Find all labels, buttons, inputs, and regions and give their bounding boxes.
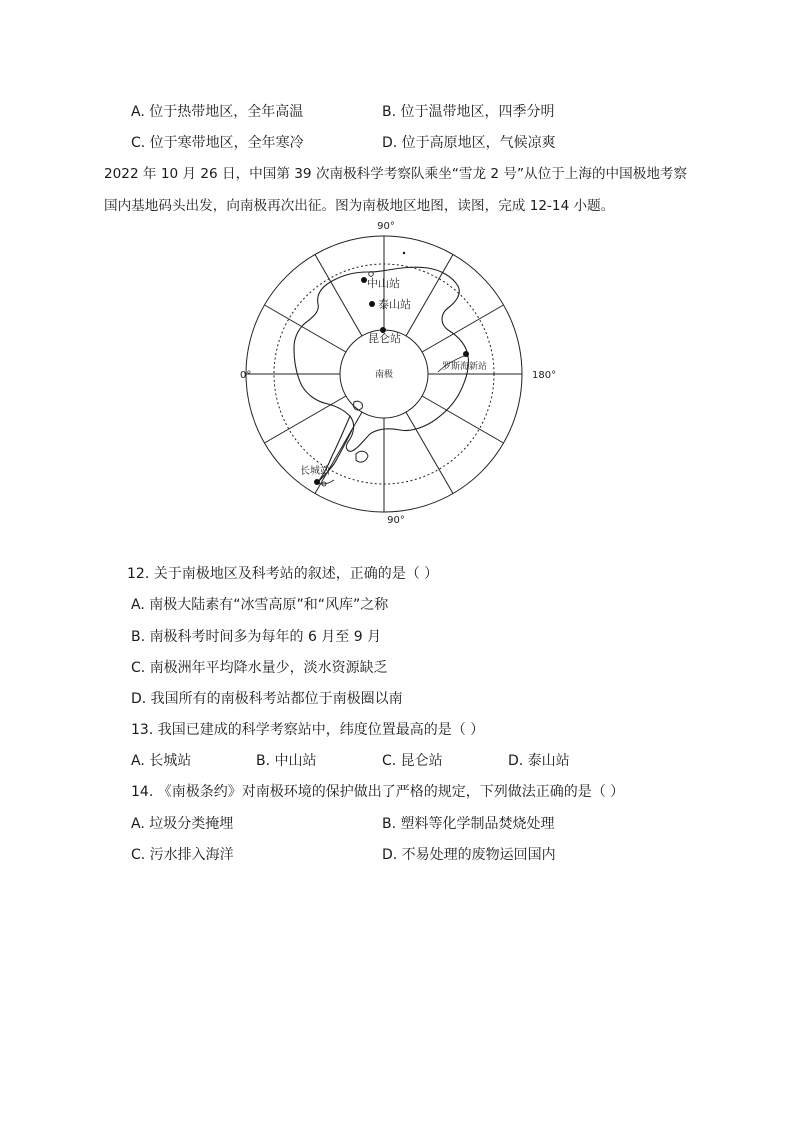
small-island-dot — [403, 252, 405, 254]
label-180: 180° — [532, 370, 557, 381]
changcheng-dot — [314, 479, 320, 485]
q13-option-c: C. 昆仑站 — [382, 753, 443, 769]
label-changcheng: 长城站 — [300, 466, 330, 477]
taishan-dot — [369, 301, 375, 307]
antarctica-map — [232, 216, 562, 526]
ice-shelf-shape — [354, 401, 363, 410]
island-shape — [356, 451, 368, 462]
q12-option-c: C. 南极洲年平均降水量少，淡水资源缺乏 — [131, 660, 388, 676]
q13-stem: 13. 我国已建成的科学考察站中，纬度位置最高的是（ ） — [131, 722, 485, 738]
prev-option-b: B. 位于温带地区，四季分明 — [382, 104, 555, 120]
rossi-dot — [463, 351, 469, 357]
q14-option-a: A. 垃圾分类掩埋 — [131, 816, 234, 832]
intro-line-2: 国内基地码头出发，向南极再次出征。图为南极地区地图，读图，完成 12-14 小题。 — [104, 198, 615, 214]
label-90-top: 90° — [377, 221, 395, 232]
label-kunlun: 昆仑站 — [368, 332, 401, 345]
intro-line-1: 2022 年 10 月 26 日，中国第 39 次南极科学考察队乘坐“雪龙 2 号”从位于上海的中国极地考察 — [104, 166, 688, 182]
prev-option-c: C. 位于寒带地区，全年寒冷 — [131, 135, 304, 151]
label-0: 0° — [240, 370, 252, 381]
q14-option-d: D. 不易处理的废物运回国内 — [382, 847, 556, 863]
q14-option-c: C. 污水排入海洋 — [131, 847, 234, 863]
q14-option-b: B. 塑料等化学制品焚烧处理 — [382, 816, 555, 832]
q13-option-a: A. 长城站 — [131, 753, 192, 769]
q13-option-d: D. 泰山站 — [508, 753, 570, 769]
q12-option-d: D. 我国所有的南极科考站都位于南极圈以南 — [131, 691, 403, 707]
q14-stem: 14. 《南极条约》对南极环境的保护做出了严格的规定，下列做法正确的是（ ） — [131, 784, 625, 800]
label-rossi: 罗斯海新站 — [442, 362, 488, 372]
q13-option-b: B. 中山站 — [256, 753, 317, 769]
q12-option-b: B. 南极科考时间多为每年的 6 月至 9 月 — [131, 629, 382, 645]
prev-option-a: A. 位于热带地区，全年高温 — [131, 104, 304, 120]
q12-option-a: A. 南极大陆素有“冰雪高原”和“风库”之称 — [131, 597, 389, 613]
label-90-bottom: 90° — [387, 515, 405, 526]
label-zhongshan: 中山站 — [367, 277, 400, 290]
label-south-pole: 南极 — [374, 370, 394, 380]
antarctica-coastline — [294, 267, 469, 451]
q12-stem: 12. 关于南极地区及科考站的叙述，正确的是（ ） — [127, 566, 439, 582]
prev-option-d: D. 位于高原地区，气候凉爽 — [382, 135, 556, 151]
label-taishan: 泰山站 — [378, 298, 411, 311]
